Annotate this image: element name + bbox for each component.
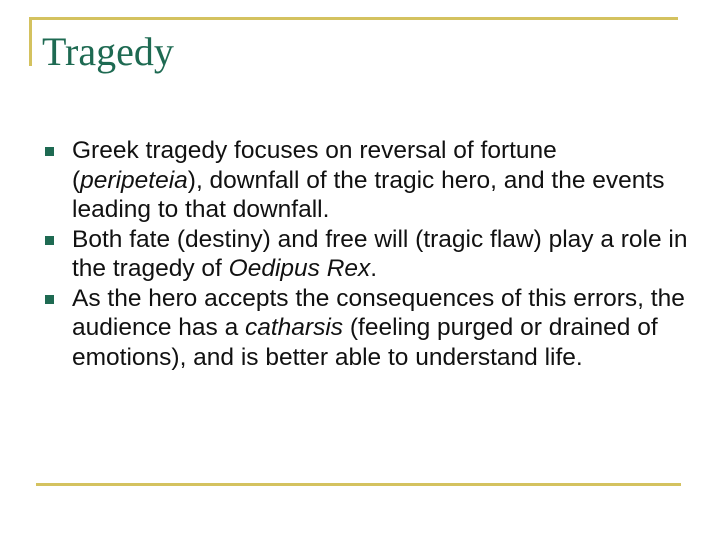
accent-line-left	[29, 17, 32, 66]
bullet-text-segment: (feeling purged or drained of emotions), and is better able to understand life.	[72, 314, 658, 371]
square-bullet-icon	[45, 236, 54, 245]
slide-title: Tragedy	[42, 29, 174, 74]
bullet-text-segment: .	[370, 255, 378, 282]
accent-line-top	[29, 17, 678, 20]
bullet-text-segment: Greek tragedy focuses on reversal of fortune (	[72, 137, 557, 194]
italic-title: Oedipus Rex	[228, 255, 371, 282]
bullet-text-segment: Both fate (destiny) and free will (tragic flaw) play a role in the tragedy of	[72, 225, 688, 282]
bullet-text-segment: ), downfall of the tragic hero, and the events leading to that downfall.	[72, 166, 665, 223]
square-bullet-icon	[45, 295, 54, 304]
bullet-list	[42, 136, 692, 372]
bullet-item-fate	[42, 225, 692, 284]
accent-line-bottom	[36, 483, 681, 486]
bullet-text-segment: As the hero accepts the consequences of this errors, the audience has a	[72, 284, 685, 341]
bullet-item-peripeteia	[42, 136, 692, 225]
italic-term: catharsis	[245, 314, 344, 341]
square-bullet-icon	[45, 147, 54, 156]
italic-term: peripeteia	[80, 166, 188, 194]
bullet-item-catharsis	[42, 284, 692, 373]
